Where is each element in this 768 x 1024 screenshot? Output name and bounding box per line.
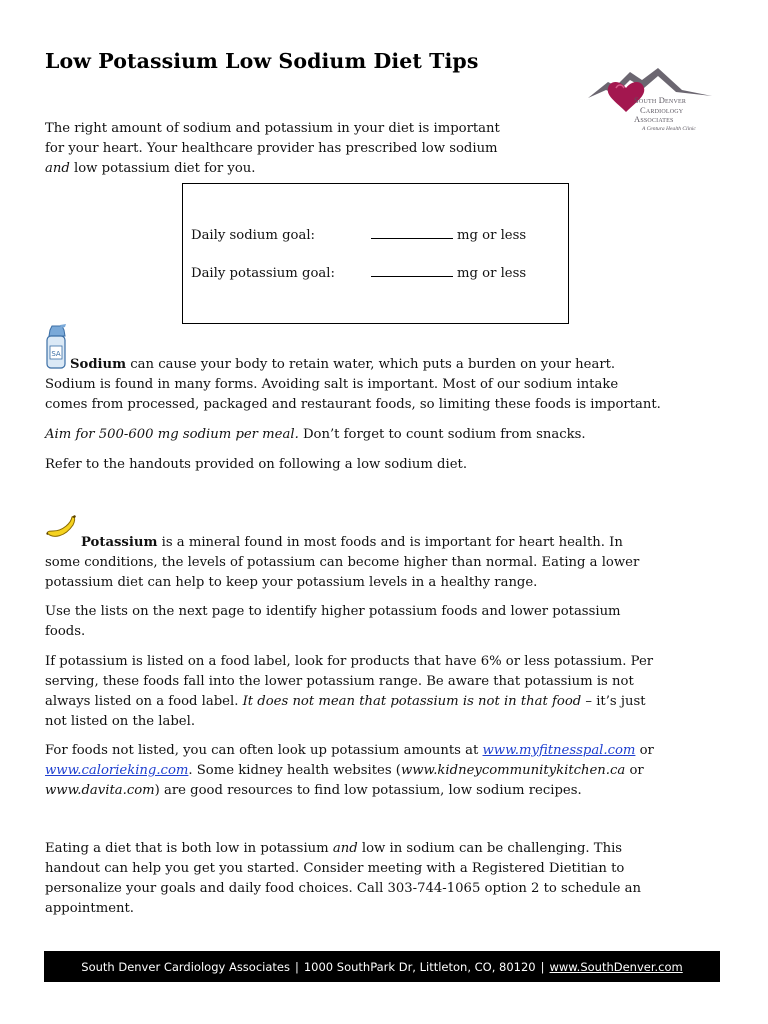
footer-bar <box>44 951 720 982</box>
davita-site: www.davita.com <box>45 783 155 798</box>
calorieking-link[interactable]: www.calorieking.com <box>45 763 189 778</box>
sodium-goal-row: Daily sodium goal: mg or less <box>191 228 527 243</box>
logo-tagline: A Centura Health Clinic <box>642 126 696 132</box>
svg-text:SA: SA <box>51 350 61 358</box>
footer-separator: | <box>540 959 545 974</box>
myfitnesspal-link[interactable]: www.myfitnesspal.com <box>482 743 636 758</box>
sodium-refer-paragraph: Refer to the handouts provided on following a low sodium diet. <box>45 457 468 472</box>
potassium-goal-row: Daily potassium goal: mg or less <box>191 266 527 281</box>
practice-logo <box>586 66 716 140</box>
page-title: Low Potassium Low Sodium Diet Tips <box>45 49 479 73</box>
sodium-paragraph: Sodium can cause your body to retain water, which puts a burden on your heart. Sodium is found in many forms. Avoiding salt is important. Most of our sodium intake comes from processed, packaged and restaurant foods, so limiting these foods is important. <box>45 357 661 412</box>
logo-wordmark: South Denver Cardiology Associates <box>634 95 687 124</box>
intro-paragraph: The right amount of sodium and potassium in your diet is important for your heart. Your healthcare provider has prescribed low sodium and low potassium diet for you. <box>45 121 500 176</box>
potassium-goal-blank[interactable] <box>371 264 453 277</box>
closing-paragraph: Eating a diet that is both low in potassium and low in sodium can be challenging. This handout can help you get you started. Consider meeting with a Registered Dietitian to personalize your goals and daily food choices. Call 303-744-1065 option 2 to schedule an appointment. <box>45 841 642 916</box>
daily-goals-box <box>182 183 569 324</box>
lookup-paragraph: For foods not listed, you can often look up potassium amounts at www.myfitnesspal.com or www.calorieking.com. Some kidney health websites (www.kidneycommunitykitchen.ca or www.davita.com) are good resources to find low potassium, low sodium recipes. <box>45 743 654 798</box>
food-label-paragraph: If potassium is listed on a food label, look for products that have 6% or less potassium. Per serving, these foods fall into the lower potassium range. Be aware that potassium is not always listed on a food label. It does not mean that potassium is not in that food – it’s just not listed on the label. <box>45 654 654 729</box>
sodium-goal-blank[interactable] <box>371 226 453 239</box>
footer-separator: | <box>294 959 299 974</box>
kidney-kitchen-site: www.kidneycommunitykitchen.ca <box>400 763 626 778</box>
footer-website-link[interactable]: www.SouthDenver.com <box>549 959 683 974</box>
footer-org: South Denver Cardiology Associates <box>81 959 290 974</box>
footer-address: 1000 SouthPark Dr, Littleton, CO, 80120 <box>303 959 536 974</box>
potassium-lists-paragraph: Use the lists on the next page to identify higher potassium foods and lower potassium foods. <box>45 604 621 639</box>
potassium-paragraph: Potassium is a mineral found in most foods and is important for heart health. In some conditions, the levels of potassium can become higher than normal. Eating a lower potassium diet can help to keep your potassium levels in a healthy range. <box>45 535 640 590</box>
sodium-aim-paragraph: Aim for 500-600 mg sodium per meal. Don’t forget to count sodium from snacks. <box>45 427 586 442</box>
